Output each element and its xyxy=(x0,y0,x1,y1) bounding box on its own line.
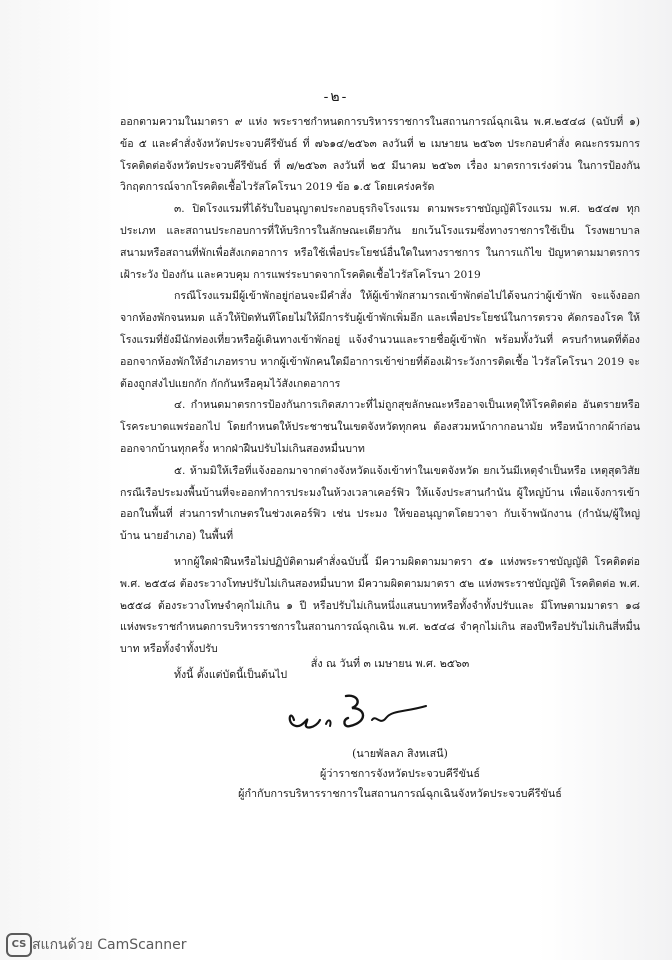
order-date: สั่ง ณ วันที่ ๓ เมษายน พ.ศ. ๒๕๖๓ xyxy=(310,657,470,670)
handwritten-signature xyxy=(276,690,436,740)
paragraph-item-4: ๔. กำหนดมาตรการป้องกันการเกิดสภาวะที่ไม่ถูกสุขลักษณะหรืออาจเป็นเหตุให้โรคติดต่อ อันตรายหรือโรคระบาดแพร่ออกไป โดยกำหนดให้ประชาชนในเขตจังหวัดทุกคน ต้องสวมหน้ากากอนามัย หรือหน้ากากผ้าก่อนออกจากบ้านทุกครั้ง หากฝ่าฝืนปรับไม่เกินสองหมื่นบาท xyxy=(120,399,640,455)
paragraph-item-3: ๓. ปิดโรงแรมที่ได้รับใบอนุญาตประกอบธุรกิจโรงแรม ตามพระราชบัญญัติโรงแรม พ.ศ. ๒๕๔๗ ทุกประเภท และสถานประกอบการที่ให้บริการในลักษณะเดียวกัน ยกเว้นโรงแรมซึ่งทางราชการใช้เป็น โรงพยาบาลสนามหรือสถานที่พักเพื่อสังเกตอาการ หรือใช้เพื่อประโยชน์อื่นใดในทางราชการ ในการแก้ไข ปัญหาตามมาตรการเฝ้าระวัง ป้องกัน และควบคุม การแพร่ระบาดจากโรคติดเชื้อไวรัสโคโรนา 2019 xyxy=(120,203,640,281)
paragraph-penalties: หากผู้ใดฝ่าฝืนหรือไม่ปฏิบัติตามคำสั่งฉบับนี้ มีความผิดตามมาตรา ๕๑ แห่งพระราชบัญญัติ โรคติดต่อ พ.ศ. ๒๕๕๘ ต้องระวางโทษปรับไม่เกินสองหมื่นบาท มีความผิดตามมาตรา ๕๒ แห่งพระราชบัญญัติ โรคติดต่อ พ.ศ. ๒๕๕๘ ต้องระวางโทษจำคุกไม่เกิน ๑ ปี หรือปรับไม่เกินหนึ่งแสนบาทหรือทั้งจำทั้งปรับและ มีโทษตามมาตรา ๑๘ แห่งพระราชกำหนดการบริหารราชการในสถานการณ์ฉุกเฉิน พ.ศ. ๒๕๔๘ จำคุกไม่เกิน สองปีหรือปรับไม่เกินสี่หมื่นบาท หรือทั้งจำทั้งปรับ xyxy=(120,555,640,656)
signer-title: ผู้ว่าราชการจังหวัดประจวบคีรีขันธ์ xyxy=(320,767,480,780)
paragraph-hotel-guests: กรณีโรงแรมมีผู้เข้าพักอยู่ก่อนจะมีคำสั่ง ให้ผู้เข้าพักสามารถเข้าพักต่อไปได้จนกว่าผู้เข้าพัก จะแจ้งออกจากห้องพักจนหมด แล้วให้ปิดทันทีโดยไม่ให้มีการรับผู้เข้าพักเพิ่มอีก และเพื่อประโยชน์ในการตรวจ คัดกรองโรค ให้โรงแรมที่ยังมีนักท่องเที่ยวหรือผู้เดินทางเข้าพักอยู่ แจ้งจำนวนและรายชื่อผู้เข้าพัก พร้อมทั้งวันที่ ครบกำหนดที่ต้องออกจากห้องพักให้อำเภอทราบ หากผู้เข้าพักคนใดมีอาการเข้าข่ายที่ต้องเฝ้าระวังการติดเชื้อ ไวรัสโคโรนา 2019 จะต้องถูกส่งไปแยกกัก กักกันหรือคุมไว้สังเกตอาการ xyxy=(120,290,640,390)
signer-block xyxy=(120,744,672,804)
camscanner-logo-icon: CS xyxy=(6,933,32,957)
paragraph-item-5: ๕. ห้ามมิให้เรือที่แจ้งออกมาจากต่างจังหวัดแจ้งเข้าท่าในเขตจังหวัด ยกเว้นมีเหตุจำเป็นหรือ เหตุสุดวิสัย กรณีเรือประมงพื้นบ้านที่จะออกทำการประมงในห้วงเวลาเคอร์ฟิว ให้แจ้งประสานกำนัน ผู้ใหญ่บ้าน เพื่อแจ้งการเข้าออกในพื้นที่ ส่วนการทำเกษตรในช่วงเคอร์ฟิว เช่น ประมง ให้ขออนุญาตโดยวาจา กับเจ้าพนักงาน (กำนัน/ผู้ใหญ่บ้าน นายอำเภอ) ในพื้นที่ xyxy=(120,464,640,543)
paragraph-continuation: ออกตามความในมาตรา ๙ แห่ง พระราชกำหนดการบริหารราชการในสถานการณ์ฉุกเฉิน พ.ศ.๒๕๔๘ (ฉบับที่ ๑) ข้อ ๕ และคำสั่งจังหวัดประจวบคีรีขันธ์ ที่ ๗๖๑๔/๒๕๖๓ ลงวันที่ ๒ เมษายน ๒๕๖๓ ประกอบคำสั่ง คณะกรรมการโรคติดต่อจังหวัดประจวบคีรีขันธ์ ที่ ๗/๒๕๖๓ ลงวันที่ ๒๕ มีนาคม ๒๕๖๓ เรื่อง มาตรการเร่งด่วน ในการป้องกันวิกฤตการณ์จากโรคติดเชื้อไวรัสโคโรนา 2019 ข้อ ๑.๕ โดยเคร่งครัด xyxy=(120,116,640,194)
signer-name: (นายพัลลภ สิงหเสนี) xyxy=(352,747,448,760)
page-number: -๒- xyxy=(323,89,349,105)
camscanner-watermark: สแกนด้วย CamScanner xyxy=(32,937,187,953)
signer-title-emergency: ผู้กำกับการบริหารราชการในสถานการณ์ฉุกเฉินจังหวัดประจวบคีรีขันธ์ xyxy=(238,787,562,800)
document-body xyxy=(120,112,640,687)
paragraph-effective: ทั้งนี้ ตั้งแต่บัดนี้เป็นต้นไป xyxy=(174,668,288,681)
